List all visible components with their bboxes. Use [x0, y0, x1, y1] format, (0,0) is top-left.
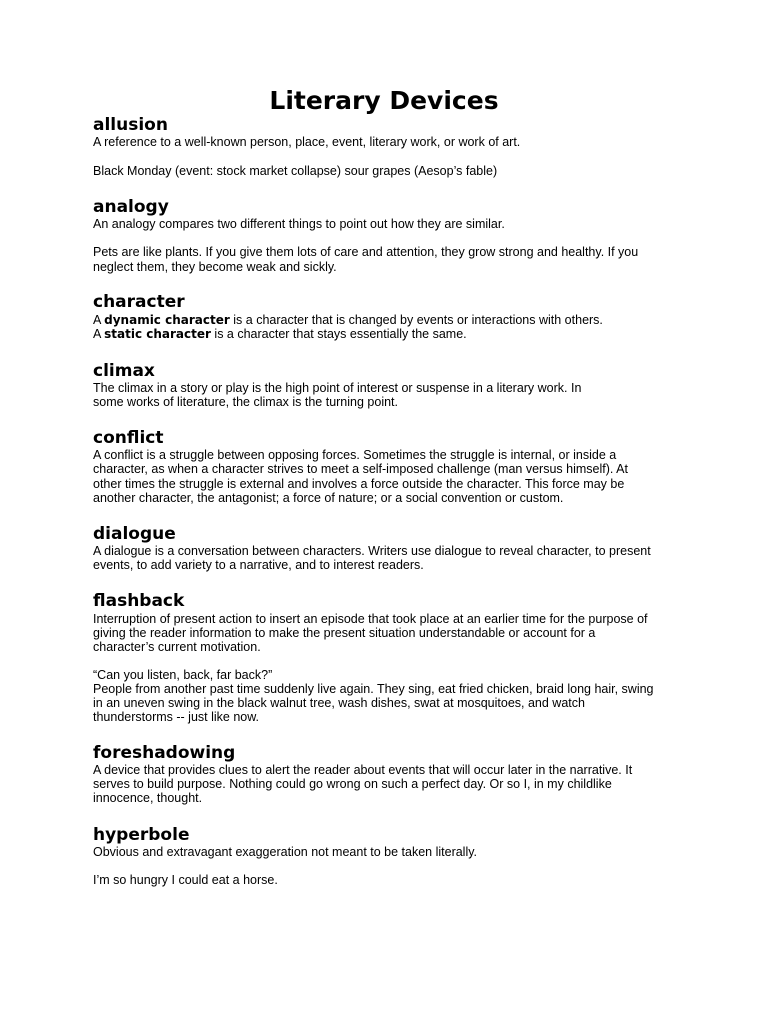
term-heading-flashback: flashback [93, 591, 185, 611]
definition-hyperbole: Obvious and extravagant exaggeration not meant to be taken literally. [93, 845, 478, 859]
definition-allusion: A reference to a well-known person, place, event, literary work, or work of art. [93, 135, 521, 149]
definition-dynamic-character [93, 313, 603, 327]
term-heading-conflict: conflict [93, 428, 164, 448]
term-heading-foreshadowing: foreshadowing [93, 743, 236, 763]
quote-flashback: “Can you listen, back, far back?” [93, 668, 273, 682]
definition-conflict-line-1: A conflict is a struggle between opposing forces. Sometimes the struggle is internal, or inside a [93, 448, 617, 462]
example-hyperbole: I’m so hungry I could eat a horse. [93, 873, 278, 887]
definition-climax-line-1: The climax in a story or play is the high point of interest or suspense in a literary work. In [93, 381, 582, 395]
term-heading-hyperbole: hyperbole [93, 825, 190, 845]
definition-climax-line-2: some works of literature, the climax is the turning point. [93, 395, 398, 409]
term-heading-analogy: analogy [93, 197, 169, 217]
definition-dialogue-line-1: A dialogue is a conversation between characters. Writers use dialogue to reveal character, to present [93, 544, 651, 558]
example-allusion: Black Monday (event: stock market collapse) sour grapes (Aesop’s fable) [93, 164, 498, 178]
term-heading-climax: climax [93, 361, 155, 381]
definition-dialogue-line-2: events, to add variety to a narrative, and to interest readers. [93, 558, 424, 572]
definition-static-character [93, 327, 467, 341]
article-a: A [93, 313, 101, 327]
article-a: A [93, 327, 101, 341]
example-flashback-line-2: in an uneven swing in the black walnut tree, wash dishes, swat at mosquitoes, and watch [93, 696, 585, 710]
definition-conflict-line-4: another character, the antagonist; a force of nature; or a social convention or custom. [93, 491, 564, 505]
keyword-static-character: static character [104, 327, 211, 341]
term-heading-dialogue: dialogue [93, 524, 176, 544]
definition-analogy: An analogy compares two different things to point out how they are similar. [93, 217, 505, 231]
term-heading-allusion: allusion [93, 115, 168, 135]
example-analogy-line-2: neglect them, they become weak and sickly. [93, 260, 337, 274]
definition-flashback-line-3: character’s current motivation. [93, 640, 261, 654]
example-flashback-line-1: People from another past time suddenly live again. They sing, eat fried chicken, braid long hair, swing [93, 682, 654, 696]
definition-flashback-line-2: giving the reader information to make the present situation understandable or account for a [93, 626, 596, 640]
static-character-text: is a character that stays essentially the same. [214, 327, 467, 341]
definition-foreshadowing-line-1: A device that provides clues to alert the reader about events that will occur later in the narrative. It [93, 763, 633, 777]
keyword-dynamic-character: dynamic character [104, 313, 230, 327]
definition-conflict-line-2: character, as when a character strives to meet a self-imposed challenge (man versus himself). At [93, 462, 628, 476]
example-analogy-line-1: Pets are like plants. If you give them lots of care and attention, they grow strong and healthy. If you [93, 245, 639, 259]
example-flashback-line-3: thunderstorms -- just like now. [93, 710, 260, 724]
term-heading-character: character [93, 292, 185, 312]
definition-conflict-line-3: other times the struggle is external and involves a force outside the character. This force may be [93, 477, 625, 491]
dynamic-character-text: is a character that is changed by events or interactions with others. [233, 313, 603, 327]
definition-foreshadowing-line-3: innocence, thought. [93, 791, 203, 805]
definition-flashback-line-1: Interruption of present action to insert an episode that took place at an earlier time for the purpose of [93, 612, 648, 626]
definition-foreshadowing-line-2: serves to build purpose. Nothing could go wrong on such a perfect day. Or so I, in my childlike [93, 777, 612, 791]
page-title: Literary Devices [269, 86, 499, 115]
